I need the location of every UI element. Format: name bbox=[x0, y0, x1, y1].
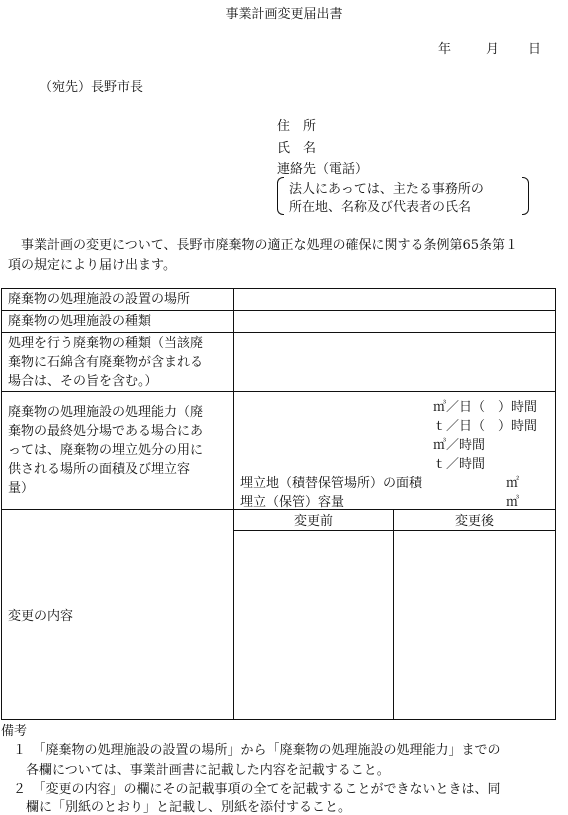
note2-line1: ２ 「変更の内容」の欄にその記載事項の全てを記載することができないときは、同 bbox=[0, 782, 501, 797]
note1-line2: 各欄については、事業計画書に記載した内容を記載すること。 bbox=[0, 763, 390, 778]
capacity-label-line1: 廃棄物の処理施設の処理能力（廃 bbox=[8, 405, 204, 420]
waste-type-field[interactable] bbox=[234, 333, 556, 392]
name-label: 氏 名 bbox=[277, 141, 317, 156]
capacity-line4: ｔ／時間 bbox=[433, 457, 486, 472]
date-day-label: 日 bbox=[528, 42, 542, 57]
waste-type-label-line3: 場合は、その旨を含む。） bbox=[8, 374, 158, 389]
change-content-label: 変更の内容 bbox=[2, 510, 234, 720]
waste-type-label bbox=[2, 333, 234, 392]
before-change-header: 変更前 bbox=[234, 510, 394, 531]
corporation-note-line2: 所在地、名称及び代表者の氏名 bbox=[289, 200, 472, 215]
date-month-label: 月 bbox=[486, 42, 500, 57]
right-bracket bbox=[522, 177, 529, 215]
capacity-label-line3: っては、廃棄物の埋立処分の用に bbox=[8, 443, 204, 458]
addressee: （宛先）長野市長 bbox=[39, 80, 144, 95]
landfill-volume-label: 埋立（保管）容量 bbox=[240, 495, 345, 510]
before-change-field[interactable] bbox=[234, 531, 394, 720]
corporation-note-line1: 法人にあっては、主たる事務所の bbox=[289, 182, 484, 197]
statement bbox=[8, 236, 564, 276]
form-title: 事業計画変更届出書 bbox=[225, 7, 343, 22]
notes-heading: 備考 bbox=[1, 724, 28, 739]
capacity-line3: ㎥／時間 bbox=[433, 438, 486, 453]
contact-label: 連絡先（電話） bbox=[277, 162, 369, 177]
capacity-label bbox=[2, 392, 234, 510]
capacity-field[interactable] bbox=[234, 392, 556, 510]
left-bracket bbox=[277, 177, 284, 215]
capacity-label-line2: 棄物の最終処分場である場合にあ bbox=[8, 424, 204, 439]
after-change-field[interactable] bbox=[394, 531, 556, 720]
landfill-area-unit: ㎡ bbox=[506, 476, 520, 491]
date-year-label: 年 bbox=[438, 42, 452, 57]
note2-line2: 欄に「別紙のとおり」と記載し、別紙を添付すること。 bbox=[0, 800, 352, 815]
capacity-line1: ㎥／日（ ）時間 bbox=[433, 400, 538, 415]
waste-type-label-line1: 処理を行う廃棄物の種類（当該廃 bbox=[8, 336, 204, 351]
landfill-area-label: 埋立地（積替保管場所）の面積 bbox=[240, 476, 423, 491]
statement-line2: 項の規定により届け出ます。 bbox=[8, 258, 176, 273]
capacity-label-line4: 供される場所の面積及び埋立容 bbox=[8, 462, 191, 477]
change-form-table bbox=[1, 288, 556, 720]
corporation-note bbox=[277, 177, 529, 215]
note1-line1: １ 「廃棄物の処理施設の設置の場所」から「廃棄物の処理施設の処理能力」までの bbox=[0, 743, 501, 758]
capacity-line2: ｔ／日（ ）時間 bbox=[433, 419, 538, 434]
after-change-header: 変更後 bbox=[394, 510, 556, 531]
landfill-volume-unit: ㎥ bbox=[506, 495, 520, 510]
capacity-label-line5: 量） bbox=[8, 481, 35, 496]
address-label: 住 所 bbox=[277, 119, 317, 134]
site-location-label: 廃棄物の処理施設の設置の場所 bbox=[2, 289, 234, 311]
facility-type-label: 廃棄物の処理施設の種類 bbox=[2, 311, 234, 333]
statement-line1: 事業計画の変更について、長野市廃棄物の適正な処理の確保に関する条例第65条第１ bbox=[8, 238, 519, 253]
waste-type-label-line2: 棄物に石綿含有廃棄物が含まれる bbox=[8, 355, 204, 370]
site-location-field[interactable] bbox=[234, 289, 556, 311]
facility-type-field[interactable] bbox=[234, 311, 556, 333]
